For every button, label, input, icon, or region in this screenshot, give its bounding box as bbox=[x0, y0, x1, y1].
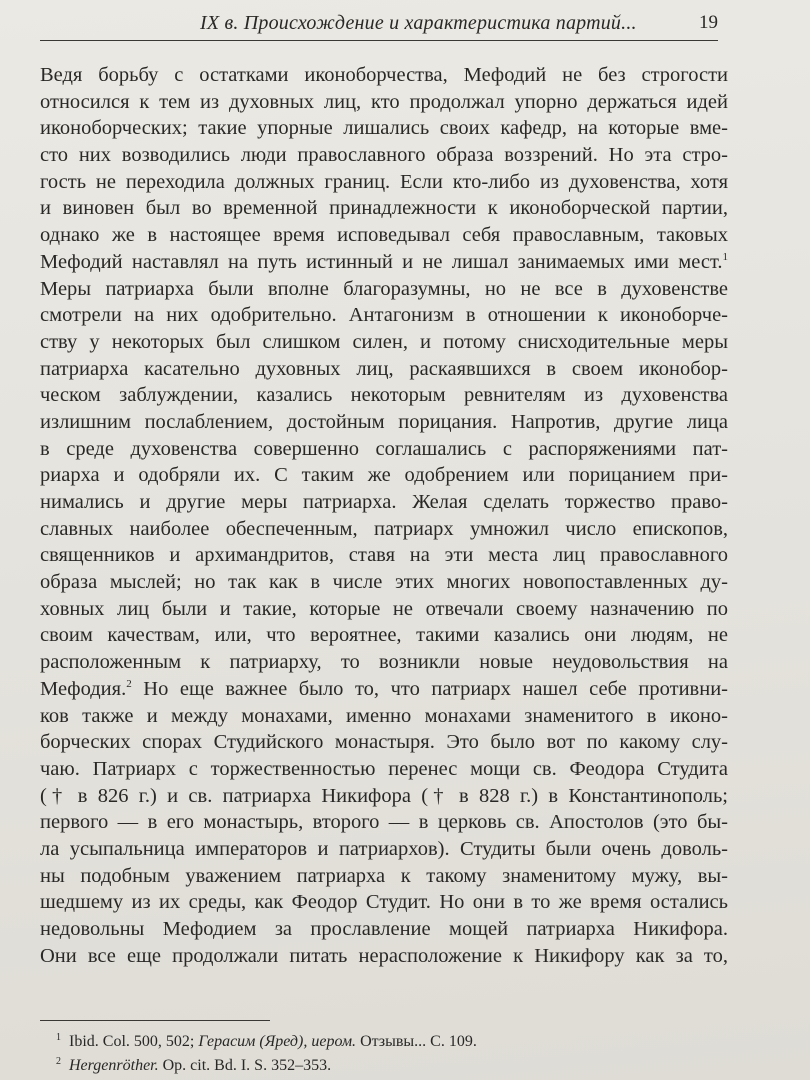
footnote-author: Hergenröther. bbox=[69, 1057, 159, 1074]
text-line: своим качествам, или, что вероятнее, такими казались они людям, не bbox=[40, 624, 728, 647]
text-line: первого — в его монастырь, второго — в церковь св. Апостолов (это бы- bbox=[40, 811, 728, 834]
footnote-text: Op. cit. Bd. I. S. 352–353. bbox=[158, 1057, 332, 1074]
text-line: († в 826 г.) и св. патриарха Никифора († в 828 г.) в Константинополь; bbox=[40, 784, 728, 807]
text-line: иконоборческих; такие упорные лишались своих кафедр, на которые вме- bbox=[40, 117, 728, 140]
text-line: расположенным к патриарху, то возникли новые неудовольствия на bbox=[40, 651, 728, 674]
text-line: и виновен был во временной принадлежности к иконоборческой партии, bbox=[40, 197, 728, 220]
body-text bbox=[40, 62, 728, 969]
text-line: славных наиболее обеспеченным, патриарх умножил число епископов, bbox=[40, 517, 728, 540]
footnote-1 bbox=[56, 1030, 750, 1054]
text-line: ческом заблуждении, казались некоторым ревнителям из духовенства bbox=[40, 384, 728, 407]
text-line: нимались и другие меры патриарха. Желая сделать торжество право- bbox=[40, 491, 728, 513]
text-line: ховных лиц были и такие, которые не отвечали своему назначению по bbox=[40, 597, 728, 620]
text-line: Они все еще продолжали питать нерасположение к Никифору как за то, bbox=[40, 944, 728, 967]
text-line: шедшему из их среды, как Феодор Студит. Но они в то же время остались bbox=[40, 891, 728, 914]
text-line: ству у некоторых был слишком силен, и потому снисходительные меры bbox=[40, 330, 728, 353]
text-line: риарха и одобряли их. С таким же одобрением или порицанием при- bbox=[40, 464, 728, 487]
running-header bbox=[40, 12, 718, 41]
text-line: образа мыслей; но так как в числе этих многих новопоставленных ду- bbox=[40, 571, 728, 594]
text-line-with-footnote bbox=[40, 676, 728, 703]
text-line: ков также и между монахами, именно монахами знаменитого в иконо- bbox=[40, 704, 728, 727]
text-line: Ведя борьбу с остатками иконоборчества, Мефодий не без строгости bbox=[40, 64, 728, 86]
text-segment: Мефодия. bbox=[40, 677, 127, 700]
footnote-number: 2 bbox=[56, 1055, 61, 1067]
footnote-2 bbox=[56, 1054, 750, 1078]
footnote-reference[interactable]: 1 bbox=[722, 250, 728, 263]
text-line: патриарха касательно духовных лиц, раскаявшихся в своем иконобор- bbox=[40, 357, 728, 380]
footnote-divider bbox=[40, 1020, 270, 1021]
text-line: излишним послаблением, достойным порицания. Напротив, другие лица bbox=[40, 410, 728, 433]
text-line: однако же в настоящее время исповедывал себя православным, таковых bbox=[40, 224, 728, 247]
text-segment: Но еще важнее было то, что патриарх нашел себе противни- bbox=[143, 677, 728, 700]
footnote-reference[interactable]: 2 bbox=[126, 677, 132, 690]
footnote-author: Герасим (Яред), иером. bbox=[198, 1033, 357, 1050]
text-line: смотрели на них одобрительно. Антагонизм в отношении к иконоборче- bbox=[40, 304, 728, 327]
footnotes bbox=[56, 1030, 750, 1078]
text-segment: Мефодий наставлял на путь истинный и не лишал занимаемых ими мест. bbox=[40, 250, 723, 273]
page-number: 19 bbox=[699, 12, 718, 33]
text-line: Меры патриарха были вполне благоразумны, но не все в духовенстве bbox=[40, 277, 728, 300]
text-line-with-footnote bbox=[40, 249, 728, 276]
text-line: чаю. Патриарх с торжественностью перенес мощи св. Феодора Студита bbox=[40, 757, 728, 780]
text-line: борческих спорах Студийского монастыря. Это было вот по какому слу- bbox=[40, 731, 728, 754]
text-line: гость не переходила должных границ. Если кто-либо из духовенства, хотя bbox=[40, 170, 728, 193]
text-line: в среде духовенства совершенно соглашались с распоряжениями пат- bbox=[40, 437, 728, 460]
footnote-text: Отзывы... С. 109. bbox=[356, 1033, 477, 1050]
text-line: ны подобным уважением патриарха к такому знаменитому мужу, вы- bbox=[40, 864, 728, 887]
text-line: недовольны Мефодием за прославление мощей патриарха Никифора. bbox=[40, 918, 728, 940]
text-line: священников и архимандритов, ставя на эти места лиц православного bbox=[40, 544, 728, 567]
text-line: ла усыпальница императоров и патриархов). Студиты были очень доволь- bbox=[40, 837, 728, 860]
footnote-number: 1 bbox=[56, 1031, 61, 1043]
running-title: IX в. Происхождение и характеристика партий... bbox=[200, 12, 637, 34]
text-line: относился к тем из духовных лиц, кто продолжал упорно держаться идей bbox=[40, 90, 728, 113]
text-line: сто них возводились люди православного образа воззрений. Но эта стро- bbox=[40, 144, 728, 167]
footnote-text: Ibid. Col. 500, 502; bbox=[69, 1033, 199, 1050]
